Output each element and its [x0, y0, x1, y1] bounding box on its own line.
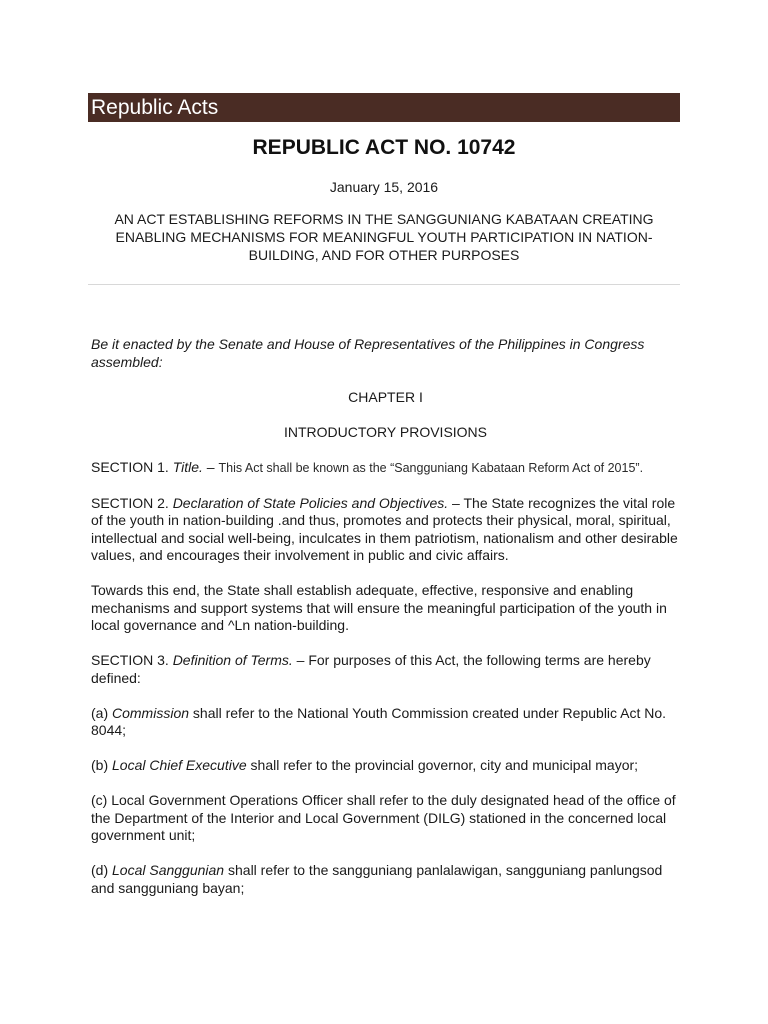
text-run: This Act shall be known as the “Sangguniang Kabataan Reform Act of 2015”. — [218, 460, 644, 475]
text-run: SECTION 1. — [91, 458, 173, 475]
text-run: shall refer to the sangguniang panlalawigan, sangguniang panlungsod and sangguniang bayan; — [91, 862, 663, 896]
chapter-subheading — [91, 424, 680, 442]
text-run: – For purposes of this Act, the following terms are hereby defined: — [91, 652, 651, 686]
act-date: January 15, 2016 — [329, 179, 439, 195]
act-title: REPUBLIC ACT NO. 10742 — [252, 136, 516, 159]
text-run: SECTION 2. — [91, 494, 173, 511]
text-run: SECTION 3. — [91, 652, 173, 668]
act-summary: AN ACT ESTABLISHING REFORMS IN THE SANGGUNIANG KABATAAN CREATING ENABLING MECHANISMS FOR MEANINGFUL YOUTH PARTICIPATION IN NATION-BUILDING, AND FOR OTHER PURPOSES — [114, 211, 654, 263]
italic-term: Local Chief Executive — [112, 757, 247, 773]
definition-a — [91, 705, 680, 740]
category-banner[interactable]: Republic Acts — [88, 93, 680, 122]
document-page — [88, 93, 680, 915]
text-run: INTRODUCTORY PROVISIONS — [283, 423, 488, 440]
text-run: – — [202, 458, 219, 475]
chapter-heading — [91, 389, 680, 407]
definition-d — [91, 862, 680, 897]
text-run: (c) Local Government Operations Officer shall refer to the duly designated head of the office of the Department of the Interior and Local Government (DILG) stationed in the concerned local government unit; — [91, 792, 676, 843]
italic-term: Commission — [112, 704, 190, 721]
text-run: Towards this end, the State shall establish adequate, effective, responsive and enabling mechanisms and support systems that will ensure the meaningful participation of the youth in local governance and ^Ln nation-building. — [91, 582, 667, 633]
text-run: – The State recognizes the vital role of the youth in nation-building .and thus, promotes and protects their physical, moral, spiritual, intellectual and social well-being, inculcates in them patriotism, nationalism and other desirable values, and encourages their involvement in public and civic affairs. — [91, 494, 678, 563]
section-3 — [91, 652, 680, 687]
italic-term: Be it enacted by the Senate and House of Representatives of the Philippines in Congress assembled: — [91, 336, 645, 370]
text-run: (d) — [91, 862, 112, 878]
enacting-clause — [91, 336, 680, 371]
text-run: (a) — [91, 704, 112, 721]
text-run: shall refer to the National Youth Commission created under Republic Act No. 8044; — [91, 704, 667, 738]
text-run: shall refer to the provincial governor, city and municipal mayor; — [246, 757, 639, 773]
text-run: CHAPTER I — [348, 388, 423, 405]
italic-term: Title. — [172, 458, 203, 475]
definition-c — [91, 792, 680, 845]
section-1 — [91, 459, 680, 478]
italic-term: Local Sanggunian — [112, 862, 225, 878]
text-run: (b) — [91, 757, 112, 773]
divider — [88, 284, 680, 285]
definition-b — [91, 757, 680, 775]
italic-term: Definition of Terms. — [172, 652, 293, 668]
italic-term: Declaration of State Policies and Objectives. — [172, 494, 449, 511]
section-2 — [91, 495, 680, 565]
section-2-continued — [91, 582, 680, 635]
act-body — [88, 336, 680, 897]
